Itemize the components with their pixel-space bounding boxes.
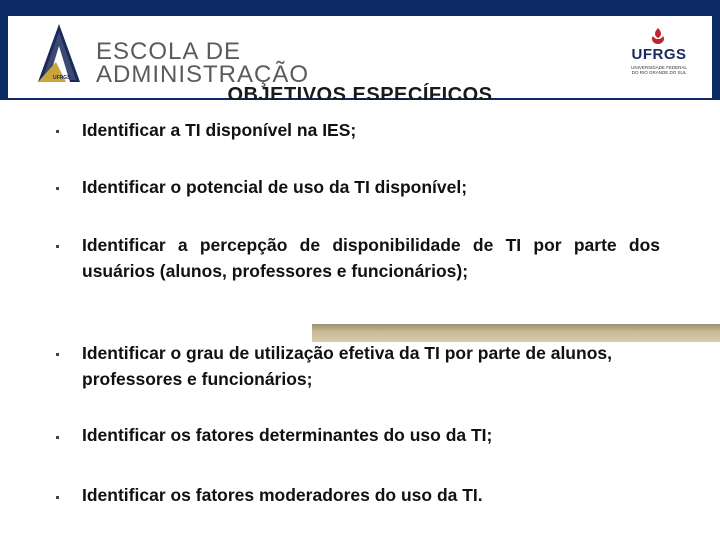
bullet-marker (56, 130, 59, 133)
bullet-marker (56, 436, 59, 439)
bullet-item-1: Identificar a TI disponível na IES; (82, 120, 357, 140)
bullet-marker (56, 187, 59, 190)
bullet-item-2: Identificar o potencial de uso da TI disponível; (82, 177, 468, 197)
ufrgs-wordmark: UFRGS (631, 46, 687, 63)
ufrgs-subtitle: UNIVERSIDADE FEDERAL DO RIO GRANDE DO SUL (631, 65, 687, 75)
bullet-marker (56, 353, 59, 356)
bullet-item-5: Identificar os fatores determinantes do uso da TI; (82, 425, 493, 445)
school-name-line2: ADMINISTRAÇÃO (96, 61, 310, 88)
bullet-marker (56, 496, 59, 499)
slide-title: OBJETIVOS ESPECÍFICOS (227, 84, 493, 100)
bullet-item-6: Identificar os fatores moderadores do uso da TI. (82, 485, 483, 505)
bullet-item-4: Identificar o grau de utilização efetiva da TI por parte de alunos, professores e funcionários; (82, 343, 612, 389)
bullet-marker (56, 245, 59, 248)
school-name-line1: ESCOLA DE (96, 38, 242, 65)
bullet-item-3: Identificar a percepção de disponibilidade de TI por parte dos usuários (alunos, professores e funcionários); (82, 235, 660, 281)
logo-badge-text: UFRGS (53, 75, 71, 81)
